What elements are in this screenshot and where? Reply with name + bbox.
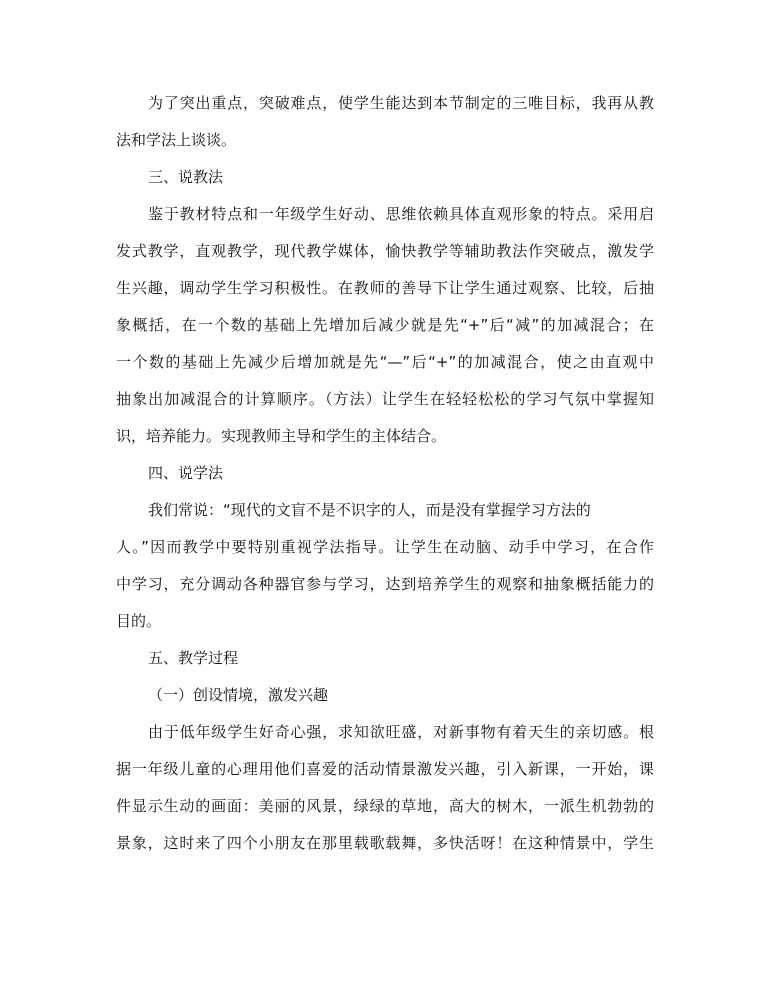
paragraph-line: 象概括，在一个数的基础上先增加后减少就是先“+”后“减”的加减混合；在 (116, 316, 654, 334)
document-body (116, 85, 654, 862)
subsection-heading: （一）创设情境，激发兴趣 (148, 686, 329, 704)
paragraph-line: 景象，这时来了四个小朋友在那里载歌载舞，多快活呀！在这种情景中，学生 (116, 834, 654, 852)
paragraph-line: 中学习，充分调动各种器官参与学习，达到培养学生的观察和抽象概括能力的 (116, 575, 654, 593)
paragraph-line: 我们常说：“现代的文盲不是不识字的人，而是没有掌握学习方法的 (148, 501, 591, 519)
paragraph-line: 为了突出重点，突破难点，使学生能达到本节制定的三唯目标，我再从教 (148, 94, 654, 112)
paragraph-line: 人。”因而教学中要特别重视学法指导。让学生在动脑、动手中学习，在合作 (116, 538, 654, 556)
section-heading: 四、说学法 (148, 464, 224, 482)
paragraph-line: 法和学法上谈谈。 (116, 131, 237, 149)
paragraph-line: 目的。 (116, 612, 162, 630)
paragraph-line: 抽象出加减混合的计算顺序。（方法）让学生在轻轻松松的学习气氛中掌握知 (116, 390, 654, 408)
section-heading: 五、教学过程 (148, 649, 239, 667)
paragraph-line: 生兴趣，调动学生学习积极性。在教师的善导下让学生通过观察、比较，后抽 (116, 279, 654, 297)
paragraph-line: 据一年级儿童的心理用他们喜爱的活动情景激发兴趣，引入新课，一开始，课 (116, 760, 654, 778)
paragraph-line: 件显示生动的画面：美丽的风景，绿绿的草地，高大的树木，一派生机勃勃的 (116, 797, 654, 815)
paragraph-line: 由于低年级学生好奇心强，求知欲旺盛，对新事物有着天生的亲切感。根 (148, 723, 654, 741)
paragraph-line: 鉴于教材特点和一年级学生好动、思维依赖具体直观形象的特点。采用启 (148, 205, 654, 223)
paragraph-line: 识，培养能力。实现教师主导和学生的主体结合。 (116, 427, 447, 445)
paragraph-line: 一个数的基础上先减少后增加就是先“—”后“+”的加减混合，使之由直观中 (116, 353, 654, 371)
section-heading: 三、说教法 (148, 168, 224, 186)
paragraph-line: 发式教学，直观教学，现代教学媒体，愉快教学等辅助教法作突破点，激发学 (116, 242, 654, 260)
